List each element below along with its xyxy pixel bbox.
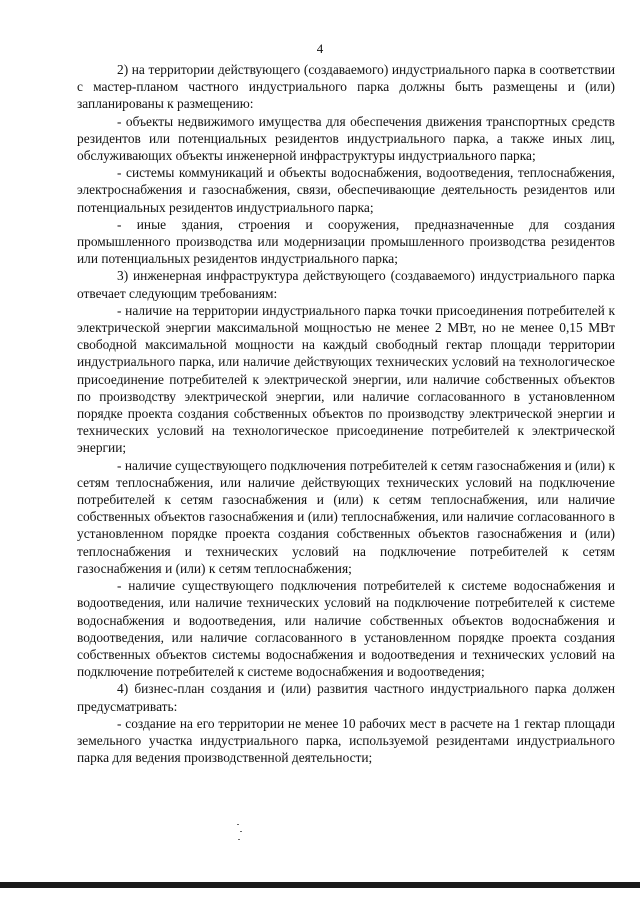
paragraph-other-buildings: - иные здания, строения и сооружения, предназначенные для создания промышленного производства или модернизации промышленного производства резидентов или потенциальных резидентов индустриального парка;	[77, 216, 615, 267]
scan-bottom-border	[0, 882, 640, 888]
paragraph-gas-heat: - наличие существующего подключения потребителей к сетям газоснабжения и (или) к сетям теплоснабжения, или наличие действующих технических условий на подключение потребителей к сетям газоснабжения и (или) к сетям теплоснабжения, или наличие собственных объектов газоснабжения и (или) теплоснабжения, или наличие согласованного в установленном порядке проекта создания собственных объектов газоснабжения и (или) теплоснабжения и технических условий на подключение потребителей к сетям газоснабжения и (или) к сетям теплоснабжения;	[77, 457, 615, 576]
paragraph-electricity: - наличие на территории индустриального парка точки присоединения потребителей к электрической энергии максимальной мощностью не менее 2 МВт, но не менее 0,15 МВт свободной максимальной мощности на каждый свободный гектар площади территории индустриального парка, или наличие действующих технических условий на технологическое присоединение потребителей к электрической энергии, или наличие собственных объектов по производству электрической энергии, или наличие согласованного в установленном порядке проекта создания собственных объектов по производству электрической энергии и технических условий на технологическое присоединение потребителей к электрической энергии;	[77, 302, 615, 456]
paragraph-item-4: 4) бизнес-план создания и (или) развития частного индустриального парка должен предусматривать:	[77, 681, 615, 714]
paragraph-transport-objects: - объекты недвижимого имущества для обеспечения движения транспортных средств резидентов или потенциальных резидентов индустриального парка, а также иных лиц, обслуживающих объекты инженерной инфраструктуры индустриального парка;	[77, 113, 615, 164]
page-number: 4	[316, 41, 324, 56]
paragraph-item-2: 2) на территории действующего (создаваемого) индустриального парка в соответствии с мастер-планом частного индустриального парка должны быть размещены и (или) запланированы к размещению:	[77, 62, 615, 112]
paragraph-item-3: 3) инженерная инфраструктура действующего (создаваемого) индустриального парка отвечает следующим требованиям:	[77, 268, 615, 301]
paragraph-communication-systems: - системы коммуникаций и объекты водоснабжения, водоотведения, теплоснабжения, электроснабжения и газоснабжения, связи, обеспечивающие деятельность резидентов или потенциальных резидентов индустриального парка;	[77, 165, 615, 215]
scan-artifact	[236, 822, 246, 846]
document-body	[77, 61, 615, 766]
paragraph-jobs: - создание на его территории не менее 10 рабочих мест в расчете на 1 гектар площади земельного участка индустриального парка, используемой резидентами индустриального парка для ведения производственной деятельности;	[77, 715, 615, 766]
paragraph-water: - наличие существующего подключения потребителей к системе водоснабжения и водоотведения, или наличие технических условий на подключение потребителей к системе водоснабжения и водоотведения, или наличие собственных объектов водоснабжения и водоотведения, или наличие согласованного в установленном порядке проекта создания собственных объектов системы водоснабжения и водоотведения и технических условий на подключение потребителей к системе водоснабжения и водоотведения;	[77, 578, 615, 680]
